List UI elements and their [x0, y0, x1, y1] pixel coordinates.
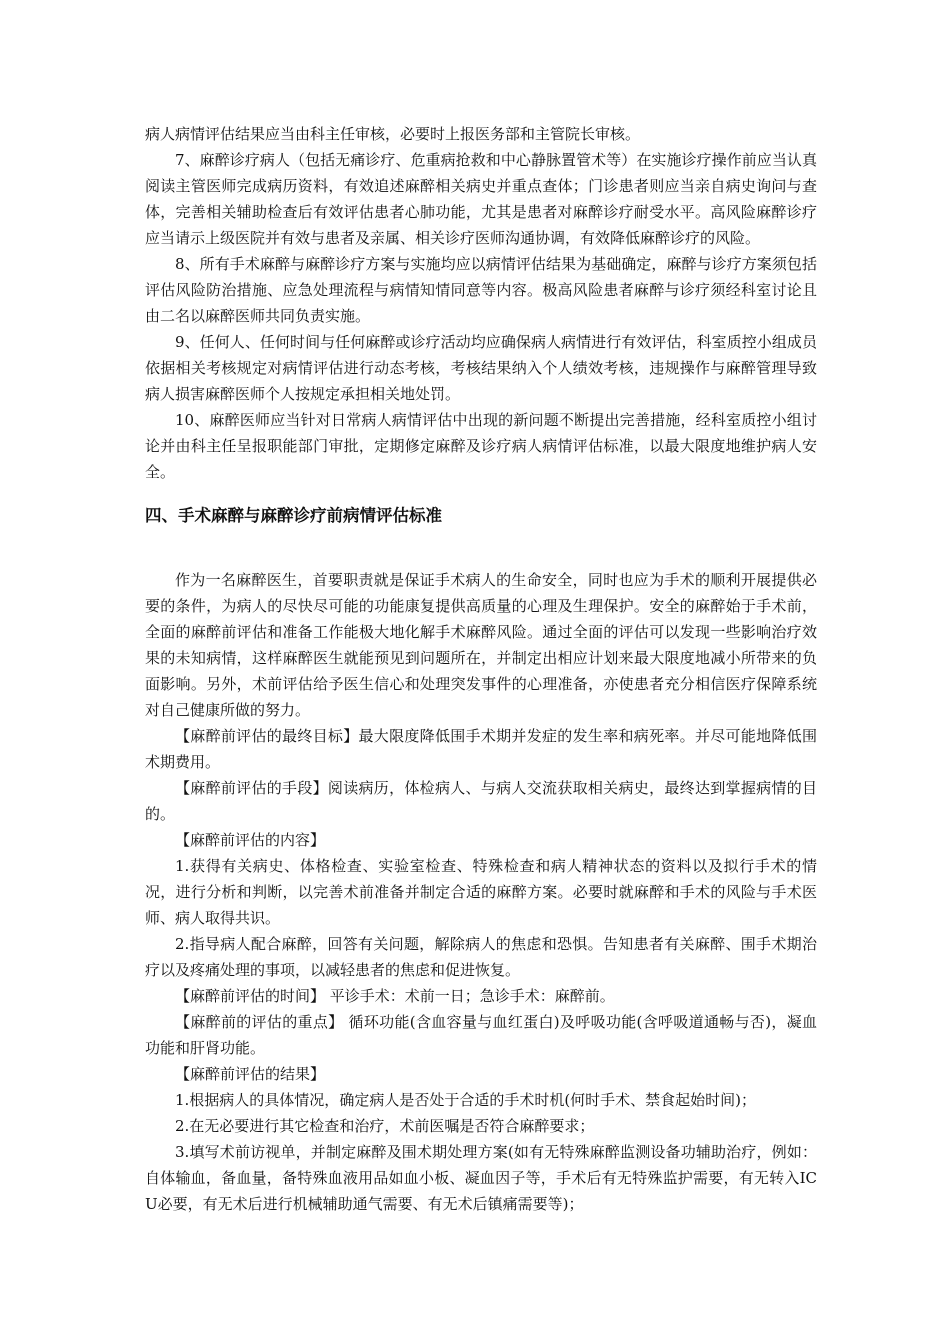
- time-paragraph: 【麻醉前评估的时间】 平诊手术：术前一日；急诊手术：麻醉前。: [175, 987, 615, 1005]
- spacer: [145, 485, 817, 503]
- result-item-1: 1.根据病人的具体情况，确定病人是否处于合适的手术时机(何时手术、禁食起始时间)；: [175, 1091, 757, 1109]
- section-heading: 四、手术麻醉与麻醉诊疗前病情评估标准: [145, 506, 442, 525]
- result-title: 【麻醉前评估的结果】: [175, 1065, 326, 1083]
- paragraph-item-10: 10、麻醉医师应当针对日常病人病情评估中出现的新问题不断提出完善措施，经科室质控小组讨论并由科主任呈报职能部门审批，定期修定麻醉及诊疗病人病情评估标准，以最大限度地维护病人安全。: [145, 411, 817, 481]
- content-item-1: 1.获得有关病史、体格检查、实验室检查、特殊检查和病人精神状态的资料以及拟行手术的情况，进行分析和判断，以完善术前准备并制定合适的麻醉方案。必要时就麻醉和手术的风险与手术医师、病人取得共识。: [145, 857, 817, 927]
- paragraph-item-7: 7、麻醉诊疗病人（包括无痛诊疗、危重病抢救和中心静脉置管术等）在实施诊疗操作前应当认真阅读主管医师完成病历资料，有效追述麻醉相关病史并重点查体；门诊患者则应当亲自病史询问与查体，完善相关辅助检查后有效评估患者心肺功能，尤其是患者对麻醉诊疗耐受水平。高风险麻醉诊疗应当请示上级医院并有效与患者及亲属、相关诊疗医师沟通协调，有效降低麻醉诊疗的风险。: [145, 151, 817, 247]
- document-page: [145, 121, 817, 1217]
- result-item-2: 2.在无必要进行其它检查和治疗，术前医嘱是否符合麻醉要求；: [175, 1117, 595, 1135]
- content-item-2: 2.指导病人配合麻醉，回答有关问题，解除病人的焦虑和恐惧。告知患者有关麻醉、围手术期治疗以及疼痛处理的事项，以减轻患者的焦虑和促进恢复。: [145, 935, 817, 979]
- goal-paragraph: 【麻醉前评估的最终目标】最大限度降低围手术期并发症的发生率和病死率。并尽可能地降低围术期费用。: [145, 727, 817, 771]
- spacer: [145, 529, 817, 567]
- paragraph-item-9: 9、任何人、任何时间与任何麻醉或诊疗活动均应确保病人病情进行有效评估，科室质控小组成员依据相关考核规定对病情评估进行动态考核，考核结果纳入个人绩效考核，违规操作与麻醉管理导致病人损害麻醉医师个人按规定承担相关地处罚。: [145, 333, 817, 403]
- focus-paragraph: 【麻醉前的评估的重点】 循环功能(含血容量与血红蛋白)及呼吸功能(含呼吸道通畅与否)，凝血功能和肝肾功能。: [145, 1013, 817, 1057]
- content-title: 【麻醉前评估的内容】: [175, 831, 326, 849]
- paragraph-item-8: 8、所有手术麻醉与麻醉诊疗方案与实施均应以病情评估结果为基础确定，麻醉与诊疗方案须包括评估风险防治措施、应急处理流程与病情知情同意等内容。极高风险患者麻醉与诊疗须经科室讨论且由二名以麻醉医师共同负责实施。: [145, 255, 817, 325]
- means-paragraph: 【麻醉前评估的手段】阅读病历，体检病人、与病人交流获取相关病史，最终达到掌握病情的目的。: [145, 779, 817, 823]
- paragraph-continuation: 病人病情评估结果应当由科主任审核，必要时上报医务部和主管院长审核。: [145, 125, 641, 143]
- intro-paragraph: 作为一名麻醉医生，首要职责就是保证手术病人的生命安全，同时也应为手术的顺利开展提供必要的条件，为病人的尽快尽可能的功能康复提供高质量的心理及生理保护。安全的麻醉始于手术前，全面的麻醉前评估和准备工作能极大地化解手术麻醉风险。通过全面的评估可以发现一些影响治疗效果的未知病情，这样麻醉医生就能预见到问题所在，并制定出相应计划来最大限度地减小所带来的负面影响。另外，术前评估给予医生信心和处理突发事件的心理准备，亦使患者充分相信医疗保障系统对自己健康所做的努力。: [145, 571, 817, 719]
- result-item-3: 3.填写术前访视单，并制定麻醉及围术期处理方案(如有无特殊麻醉监测设备功辅助治疗，例如：自体输血，备血量，备特殊血液用品如血小板、凝血因子等，手术后有无特殊监护需要，有无转入ICU必要，有无术后进行机械辅助通气需要、有无术后镇痛需要等)；: [145, 1143, 817, 1213]
